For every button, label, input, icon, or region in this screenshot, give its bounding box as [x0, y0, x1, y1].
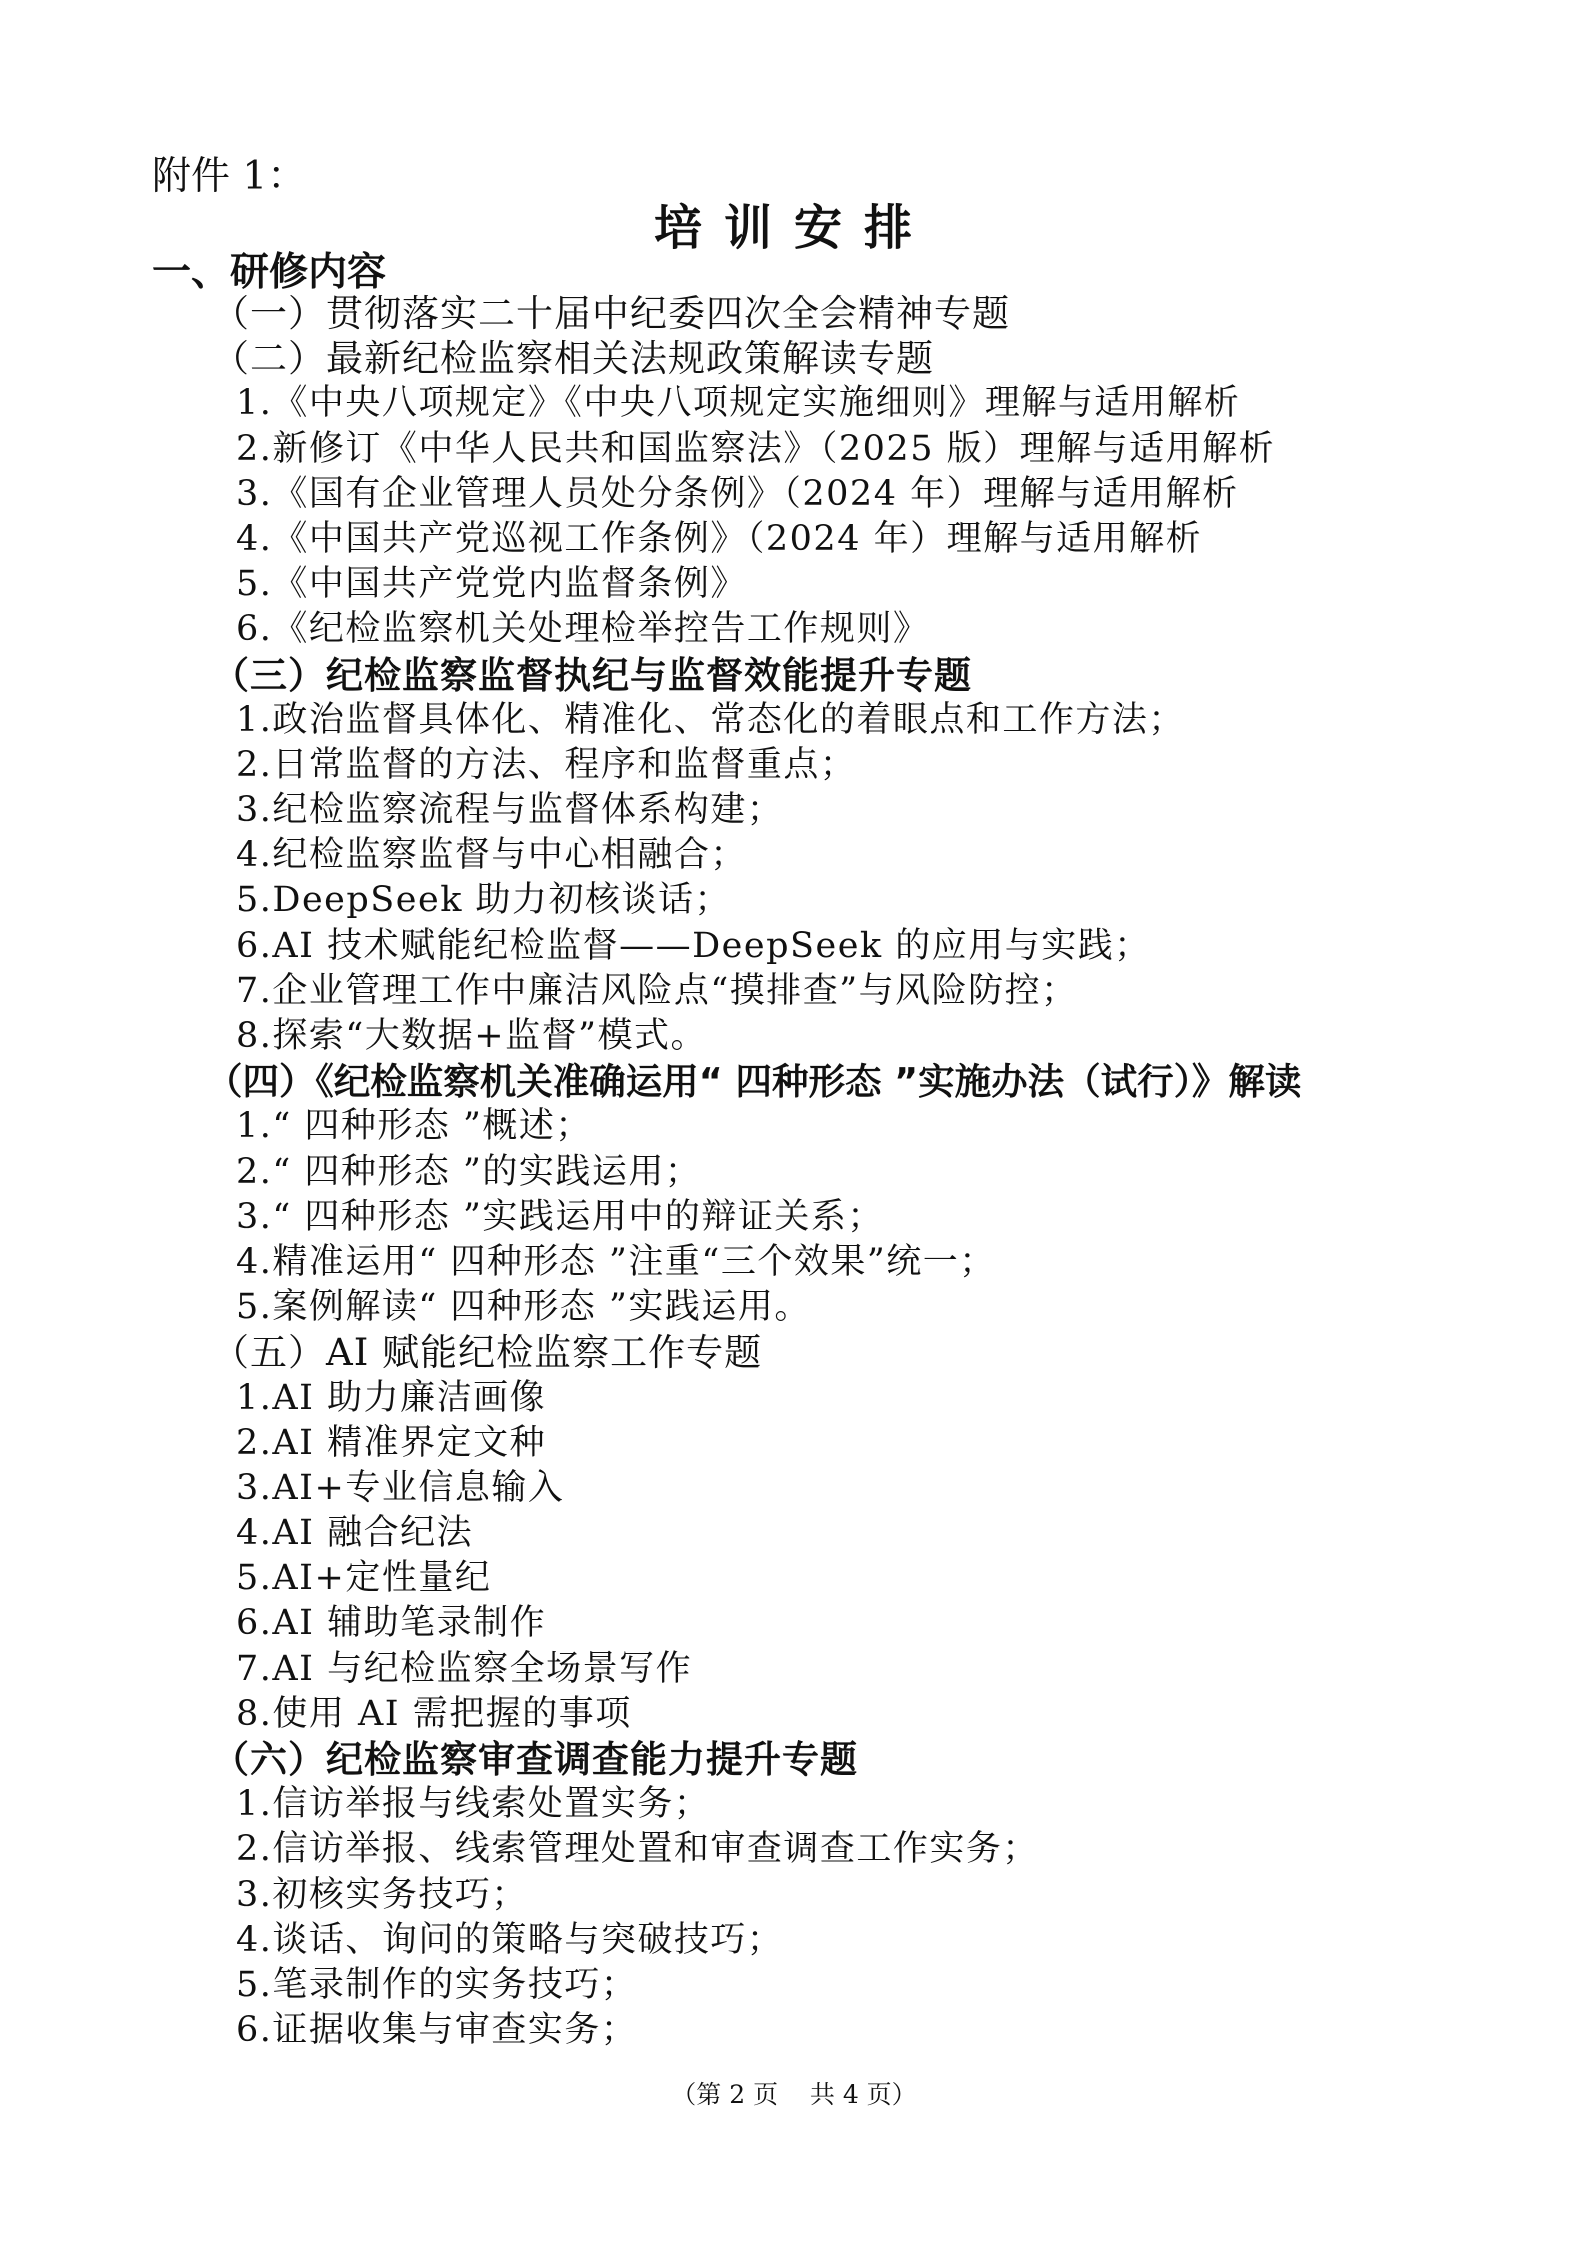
topic-heading: （二）最新纪检监察相关法规政策解读专题 [212, 337, 934, 381]
list-item: 6.《纪检监察机关处理检举控告工作规则》 [236, 609, 930, 650]
list-item: 4.精准运用“ 四种形态 ”注重“三个效果”统一； [236, 1241, 996, 1282]
list-item: 6.证据收集与审查实务； [236, 2010, 638, 2051]
section-heading: 一、研修内容 [152, 250, 387, 295]
list-item: 7.AI 与纪检监察全场景写作 [236, 1648, 693, 1689]
list-item: 7.企业管理工作中廉洁风险点“摸排查”与风险防控； [236, 970, 1078, 1011]
list-item: 3.AI+专业信息输入 [236, 1467, 565, 1508]
attachment-label: 附件 1： [152, 154, 307, 199]
topic-heading: （一）贯彻落实二十届中纪委四次全会精神专题 [212, 292, 1010, 335]
list-item: 5.AI+定性量纪 [236, 1558, 492, 1599]
page-title: 培训安排 [653, 200, 934, 256]
list-item: 6.AI 辅助笔录制作 [236, 1603, 547, 1644]
list-item: 4.谈话、询问的策略与突破技巧； [236, 1919, 784, 1960]
topic-heading: （四）《纪检监察机关准确运用“ 四种形态 ”实施办法（试行）》解读 [206, 1060, 1302, 1104]
list-item: 5.《中国共产党党内监督条例》 [236, 564, 747, 605]
list-item: 5.DeepSeek 助力初核谈话； [236, 880, 732, 921]
topic-heading: （三）纪检监察监督执纪与监督效能提升专题 [212, 653, 972, 697]
list-item: 5.案例解读“ 四种形态 ”实践运用。 [236, 1287, 811, 1328]
list-item: 1.信访举报与线索处置实务； [236, 1784, 711, 1825]
topic-heading: （五）AI 赋能纪检监察工作专题 [212, 1331, 763, 1375]
list-item: 4.AI 融合纪法 [236, 1513, 474, 1554]
list-item: 1.政治监督具体化、精准化、常态化的着眼点和工作方法； [236, 699, 1185, 740]
topic-heading: （六）纪检监察审查调查能力提升专题 [212, 1738, 858, 1781]
list-item: 2.信访举报、线索管理处置和审查调查工作实务； [236, 1829, 1039, 1870]
list-item: 2.新修订《中华人民共和国监察法》（2025 版）理解与适用解析 [236, 428, 1276, 469]
list-item: 3.纪检监察流程与监督体系构建； [236, 790, 784, 831]
list-item: 5.笔录制作的实务技巧； [236, 1964, 638, 2005]
list-item: 4.纪检监察监督与中心相融合； [236, 835, 747, 876]
list-item: 3.“ 四种形态 ”实践运用中的辩证关系； [236, 1196, 884, 1237]
list-item: 3.《国有企业管理人员处分条例》（2024 年）理解与适用解析 [236, 473, 1239, 514]
list-item: 8.使用 AI 需把握的事项 [236, 1693, 632, 1734]
list-item: 1.AI 助力廉洁画像 [236, 1377, 547, 1418]
list-item: 6.AI 技术赋能纪检监督——DeepSeek 的应用与实践； [236, 925, 1151, 966]
list-item: 2.AI 精准界定文种 [236, 1422, 547, 1463]
list-item: 2.“ 四种形态 ”的实践运用； [236, 1151, 702, 1192]
list-item: 1.《中央八项规定》《中央八项规定实施细则》理解与适用解析 [236, 383, 1241, 424]
page-footer: （第 2 页 共 4 页） [671, 2080, 917, 2109]
list-item: 8.探索“大数据+监督”模式。 [236, 1016, 708, 1056]
list-item: 3.初核实务技巧； [236, 1874, 528, 1915]
list-item: 2.日常监督的方法、程序和监督重点； [236, 744, 857, 785]
list-item: 1.“ 四种形态 ”概述； [236, 1106, 592, 1147]
list-item: 4.《中国共产党巡视工作条例》（2024 年）理解与适用解析 [236, 518, 1203, 559]
training-content [0, 291, 1588, 2053]
